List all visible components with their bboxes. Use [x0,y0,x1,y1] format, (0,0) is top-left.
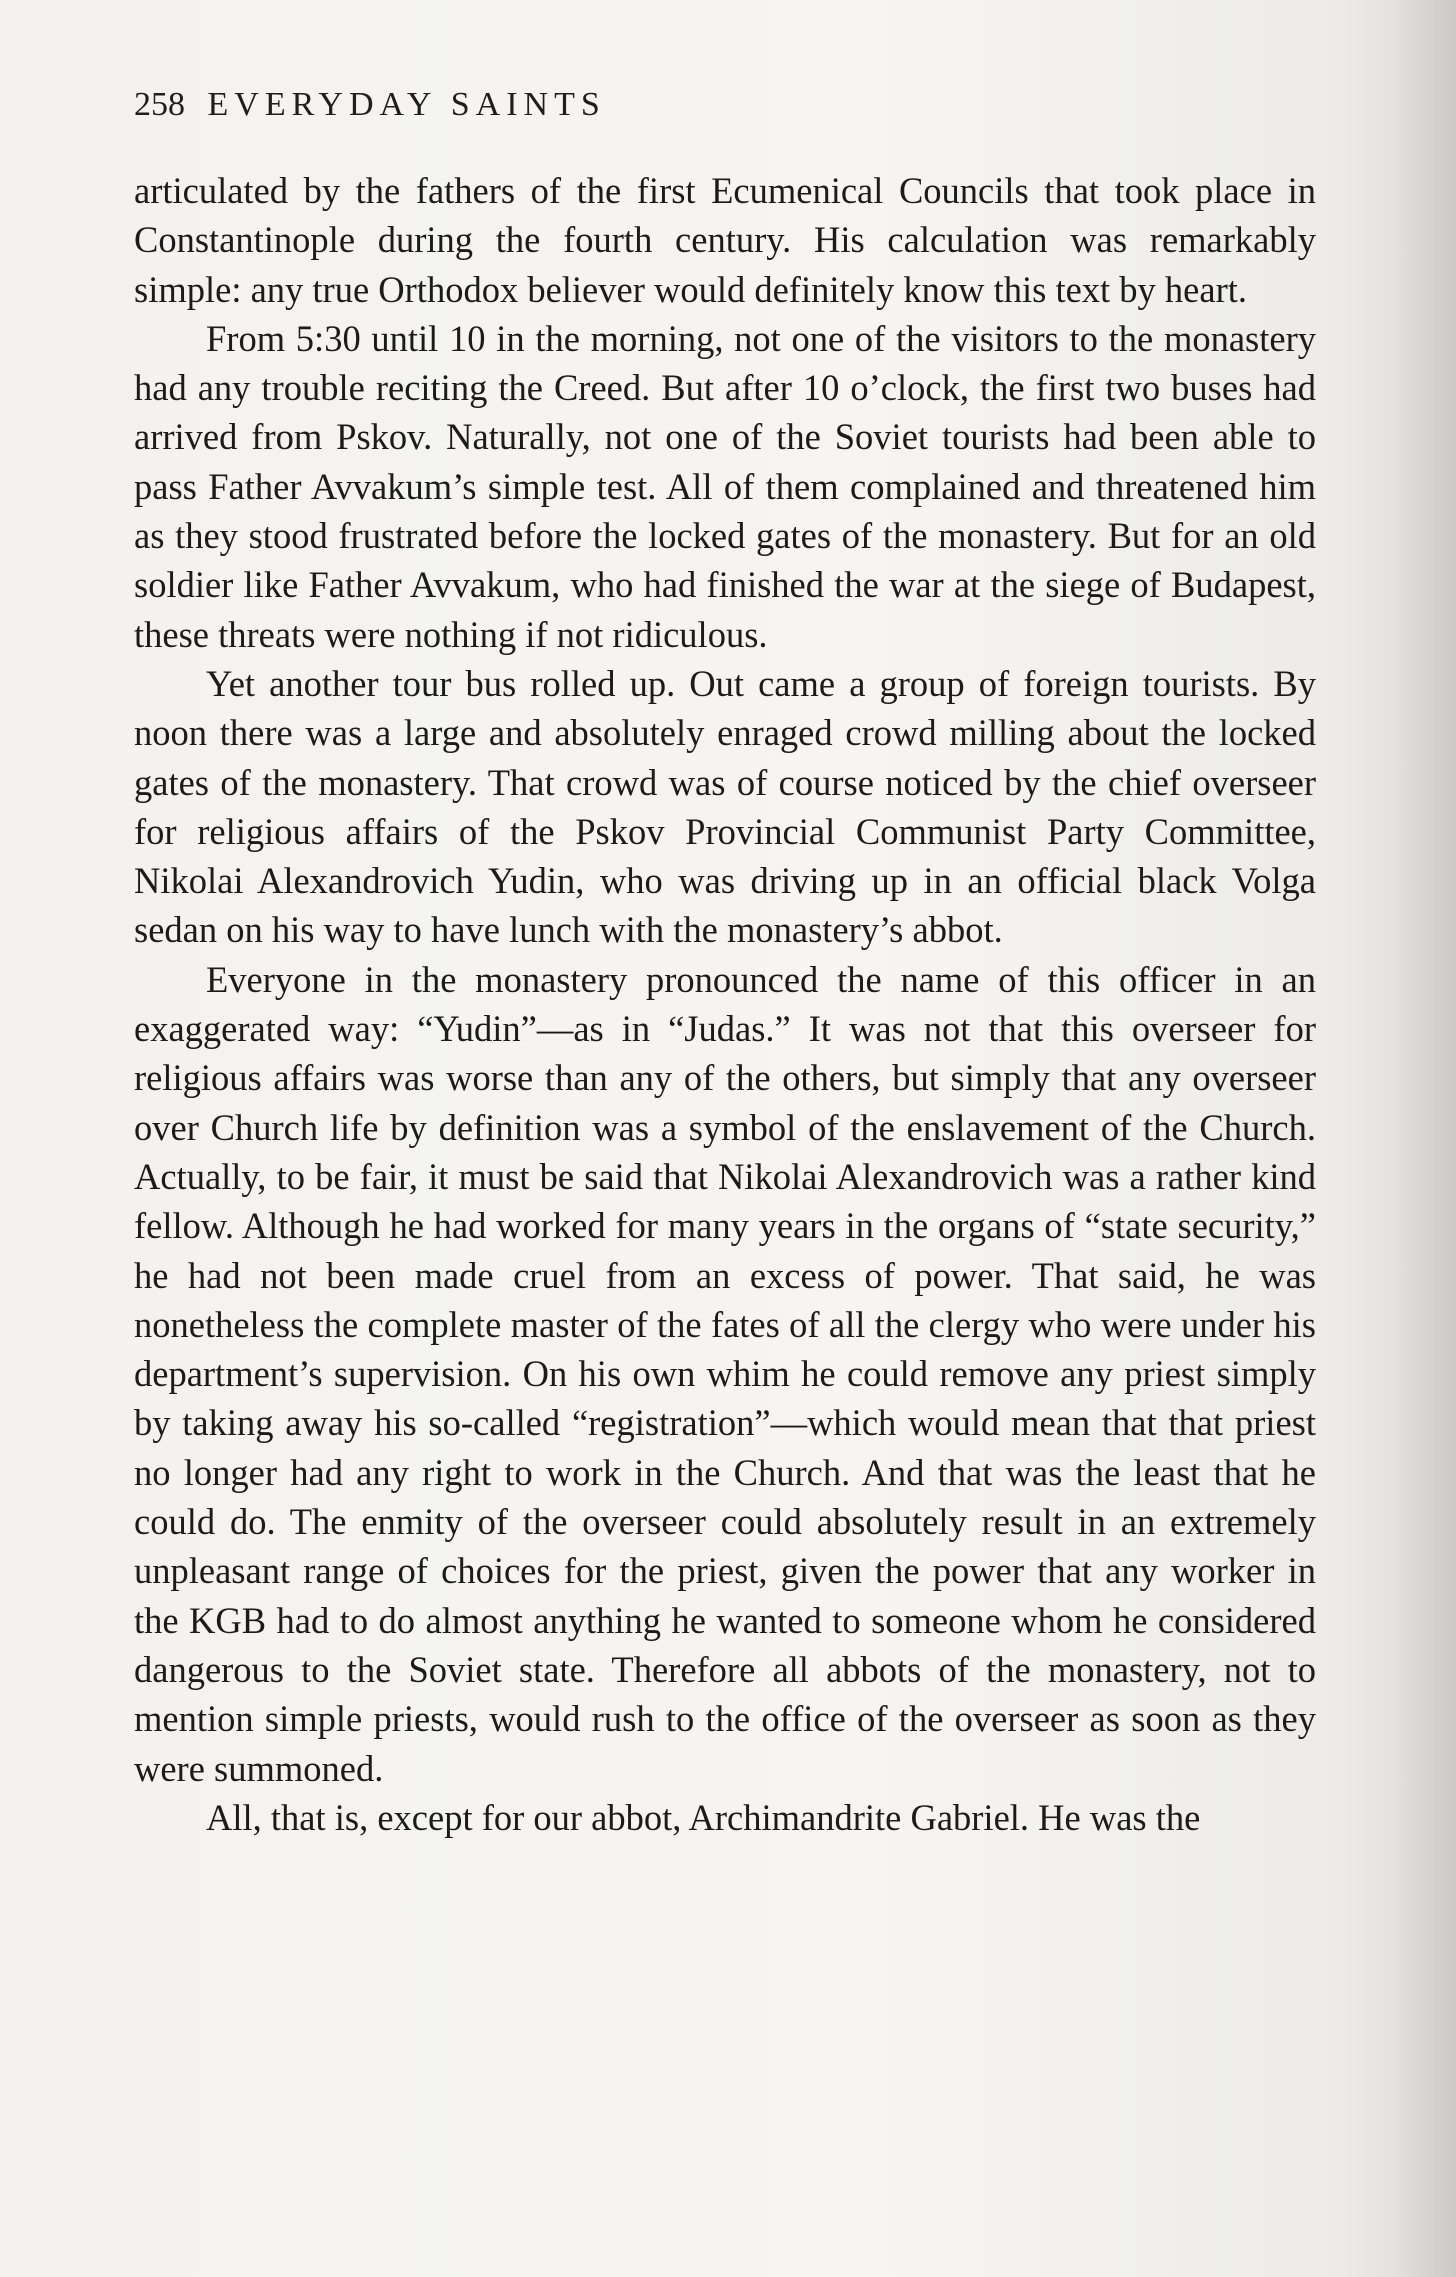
paragraph-continued: articulated by the fathers of the first Ecumenical Councils that took place in Constantinople during the fourth century. His calculation was remarkably simple: any true Orthodox believer would definitely know this text by heart. [134,170,1316,310]
page-number: 258 [134,86,185,123]
paragraph: Everyone in the monastery pronounced the name of this officer in an exaggerated way: “Yudin”—as in “Judas.” It was not that this overseer for religious affairs was worse than any of the others, but simply that any overseer over Church life by definition was a symbol of the enslavement of the Church. Actually, to be fair, it must be said that Nikolai Alexandrovich was a rather kind fellow. Although he had worked for many years in the organs of “state security,” he had not been made cruel from an excess of power. That said, he was nonetheless the complete master of the fates of all the clergy who were under his department’s supervision. On his own whim he could remove any priest simply by taking away his so-called “registration”—which would mean that that priest no longer had any right to work in the Church. And that was the least that he could do. The enmity of the overseer could absolutely result in an extremely unpleasant range of choices for the priest, given the power that any worker in the KGB had to do almost anything he wanted to someone whom he considered dangerous to the Soviet state. Therefore all abbots of the monastery, not to mention simple priests, would rush to the office of the overseer as soon as they were summoned. [134,958,1316,1789]
book-title: EVERYDAY SAINTS [207,86,606,123]
paragraph: Yet another tour bus rolled up. Out came a group of foreign tourists. By noon there was a large and absolutely enraged crowd milling about the locked gates of the monastery. That crowd was of course noticed by the chief overseer for religious affairs of the Pskov Provincial Communist Party Committee, Nikolai Alexandrovich Yudin, who was driving up in an official black Volga sedan on his way to have lunch with the monastery’s abbot. [134,662,1316,951]
paragraph: All, that is, except for our abbot, Archimandrite Gabriel. He was the [206,1796,1201,1838]
page-edge-shadow [1396,0,1456,2277]
running-head [134,86,606,124]
body-text [134,166,1316,1842]
paragraph: From 5:30 until 10 in the morning, not one of the visitors to the monastery had any trouble reciting the Creed. But after 10 o’clock, the first two buses had arrived from Pskov. Naturally, not one of the Soviet tourists had been able to pass Father Avvakum’s simple test. All of them complained and threatened him as they stood frustrated before the locked gates of the monastery. But for an old soldier like Father Avvakum, who had finished the war at the siege of Budapest, these threats were nothing if not ridiculous. [134,317,1316,655]
